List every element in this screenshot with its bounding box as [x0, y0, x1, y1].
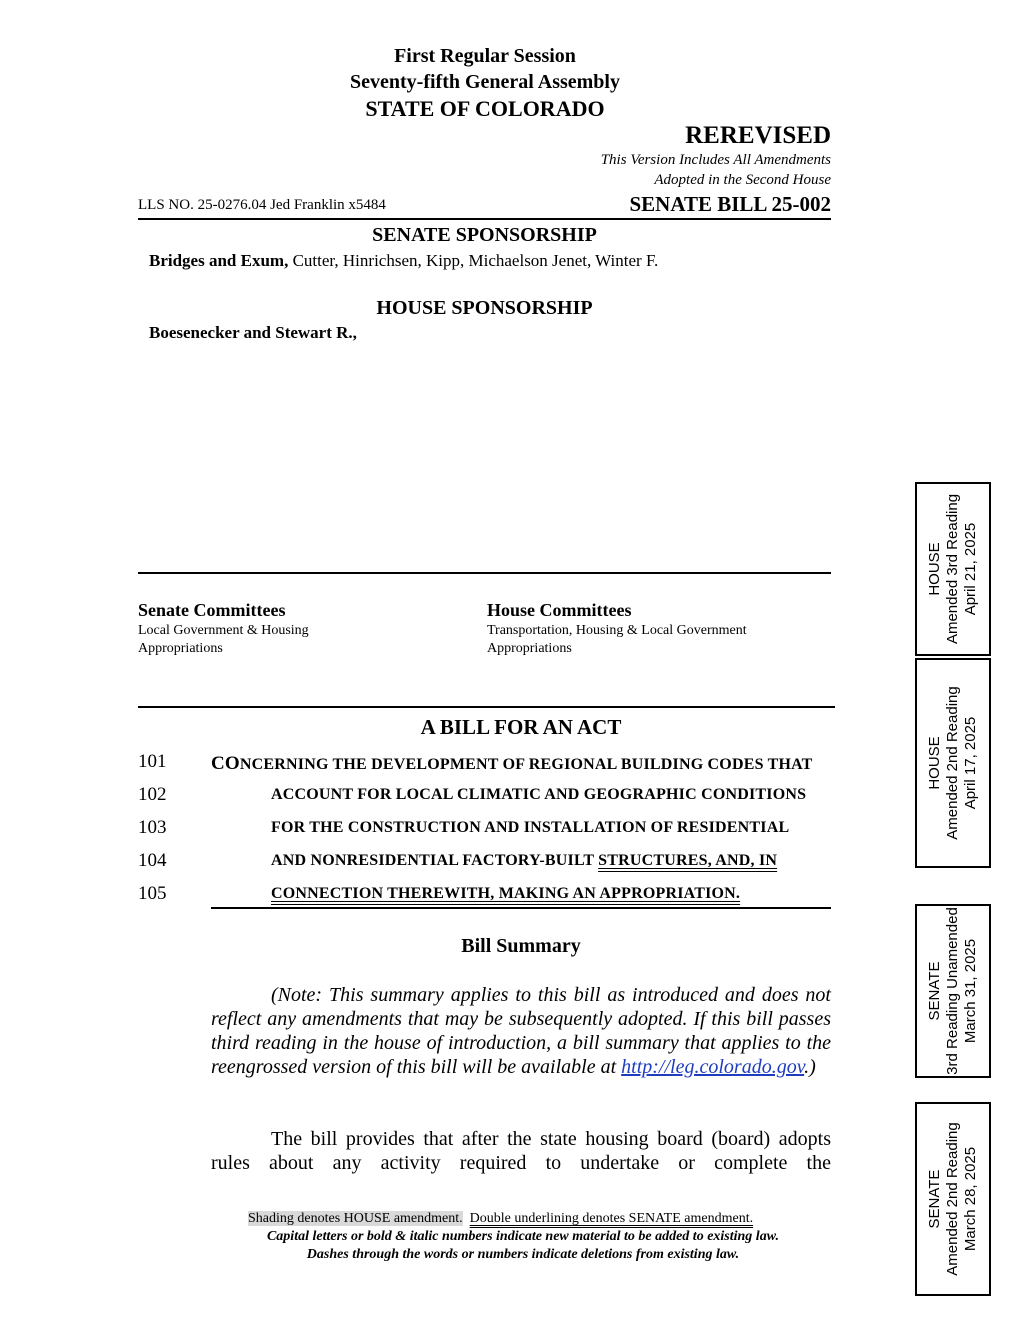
senate-committee-2: Appropriations: [138, 641, 223, 656]
stamp-action: Amended 2nd Reading: [944, 1122, 961, 1276]
summary-body: The bill provides that after the state housing board (board) adopts rules about any activity required to undertake or complete the: [211, 1128, 831, 1174]
senate-committee-1: Local Government & Housing: [138, 623, 309, 638]
assembly-title: Seventy-fifth General Assembly: [350, 71, 620, 93]
line-number: 103: [138, 817, 167, 838]
stamp-senate-2nd-reading: [915, 1102, 991, 1296]
stamp-action: Amended 3rd Reading: [944, 493, 961, 645]
line-number: 102: [138, 784, 167, 805]
bill-title-bottom-rule: [211, 907, 831, 909]
stamp-date: April 21, 2025: [962, 522, 979, 616]
stamp-text: [926, 686, 980, 839]
bill-heading: A BILL FOR AN ACT: [420, 715, 622, 739]
capitals-legend: Capital letters or bold & italic numbers indicate new material to be added to existing law.: [266, 1229, 780, 1244]
stamp-chamber: SENATE: [926, 961, 943, 1021]
stamp-text: [926, 907, 980, 1075]
bill-title-line: ACCOUNT FOR LOCAL CLIMATIC AND GEOGRAPHIC CONDITIONS: [271, 786, 807, 803]
stamp-house-2nd-reading: [915, 658, 991, 868]
stamp-date: March 28, 2025: [962, 1146, 979, 1252]
bill-number: SENATE BILL 25-002: [629, 192, 831, 216]
house-committees-heading: House Committees: [487, 600, 632, 620]
house-sponsorship-heading: HOUSE SPONSORSHIP: [376, 297, 593, 319]
stamp-chamber: HOUSE: [926, 542, 943, 596]
line-number: 105: [138, 883, 167, 904]
stamp-action: Amended 2nd Reading: [944, 686, 961, 840]
summary-note: [211, 983, 831, 1079]
house-committee-1: Transportation, Housing & Local Government: [487, 623, 747, 638]
stamp-chamber: HOUSE: [926, 736, 943, 790]
state-title: STATE OF COLORADO: [365, 96, 605, 121]
stamp-date: April 17, 2025: [962, 716, 979, 810]
bill-summary-heading: Bill Summary: [461, 935, 581, 957]
house-committee-2: Appropriations: [487, 641, 572, 656]
stamp-chamber: SENATE: [926, 1169, 943, 1229]
lls-number: LLS NO. 25-0276.04 Jed Franklin x5484: [138, 197, 386, 213]
bill-title-line: [271, 852, 777, 870]
summary-note-end: .): [804, 1056, 816, 1078]
bill-title-text: AND NONRESIDENTIAL FACTORY-BUILT: [271, 852, 599, 869]
version-note-2: Adopted in the Second House: [654, 172, 831, 188]
summary-note-text: (Note: This summary applies to this bill as introduced and does not reflect any amendments that may be subsequently adopted. If this bill passes third reading in the house of introduction, a bill summary that applies to the reengrossed version of this bill will be available at: [211, 984, 831, 1078]
stamp-text: [926, 494, 980, 644]
senate-underline-legend: Double underlining denotes SENATE amendment.: [469, 1211, 754, 1226]
dashes-legend: Dashes through the words or numbers indicate deletions from existing law.: [306, 1247, 740, 1262]
version-label: REREVISED: [685, 122, 831, 149]
senate-sponsors: [149, 251, 658, 271]
stamp-date: March 31, 2025: [962, 938, 979, 1044]
house-primary-sponsors: Boesenecker and Stewart R.,: [149, 323, 357, 342]
bill-title-rule: [138, 706, 835, 708]
stamp-action: 3rd Reading Unamended: [944, 907, 961, 1075]
leg-website-link[interactable]: http://leg.colorado.gov: [621, 1056, 805, 1078]
amendment-legend: [248, 1211, 753, 1227]
version-note-1: This Version Includes All Amendments: [600, 152, 831, 168]
session-title: First Regular Session: [394, 45, 576, 67]
senate-amendment-text: CONNECTION THEREWITH, MAKING AN APPROPRIATION.: [271, 885, 741, 902]
senate-sponsorship-heading: SENATE SPONSORSHIP: [372, 224, 597, 246]
stamp-senate-3rd-reading: [915, 904, 991, 1078]
stamp-text: [926, 1122, 980, 1275]
bill-title-line: CONCERNING THE DEVELOPMENT OF REGIONAL BUILDING CODES THAT: [211, 753, 813, 774]
committees-rule: [138, 572, 831, 574]
senate-primary-sponsors: Bridges and Exum,: [149, 251, 289, 270]
line-number: 101: [138, 751, 167, 772]
senate-committees-heading: Senate Committees: [138, 600, 286, 620]
header-rule: [138, 218, 831, 220]
line-number: 104: [138, 850, 167, 871]
senate-amendment-text: STRUCTURES, AND, IN: [598, 852, 778, 869]
senate-cosponsors: Cutter, Hinrichsen, Kipp, Michaelson Jenet, Winter F.: [288, 251, 659, 270]
bill-title-line: FOR THE CONSTRUCTION AND INSTALLATION OF RESIDENTIAL: [271, 819, 790, 836]
house-shading-legend: Shading denotes HOUSE amendment.: [248, 1211, 463, 1226]
stamp-house-3rd-reading: [915, 482, 991, 656]
